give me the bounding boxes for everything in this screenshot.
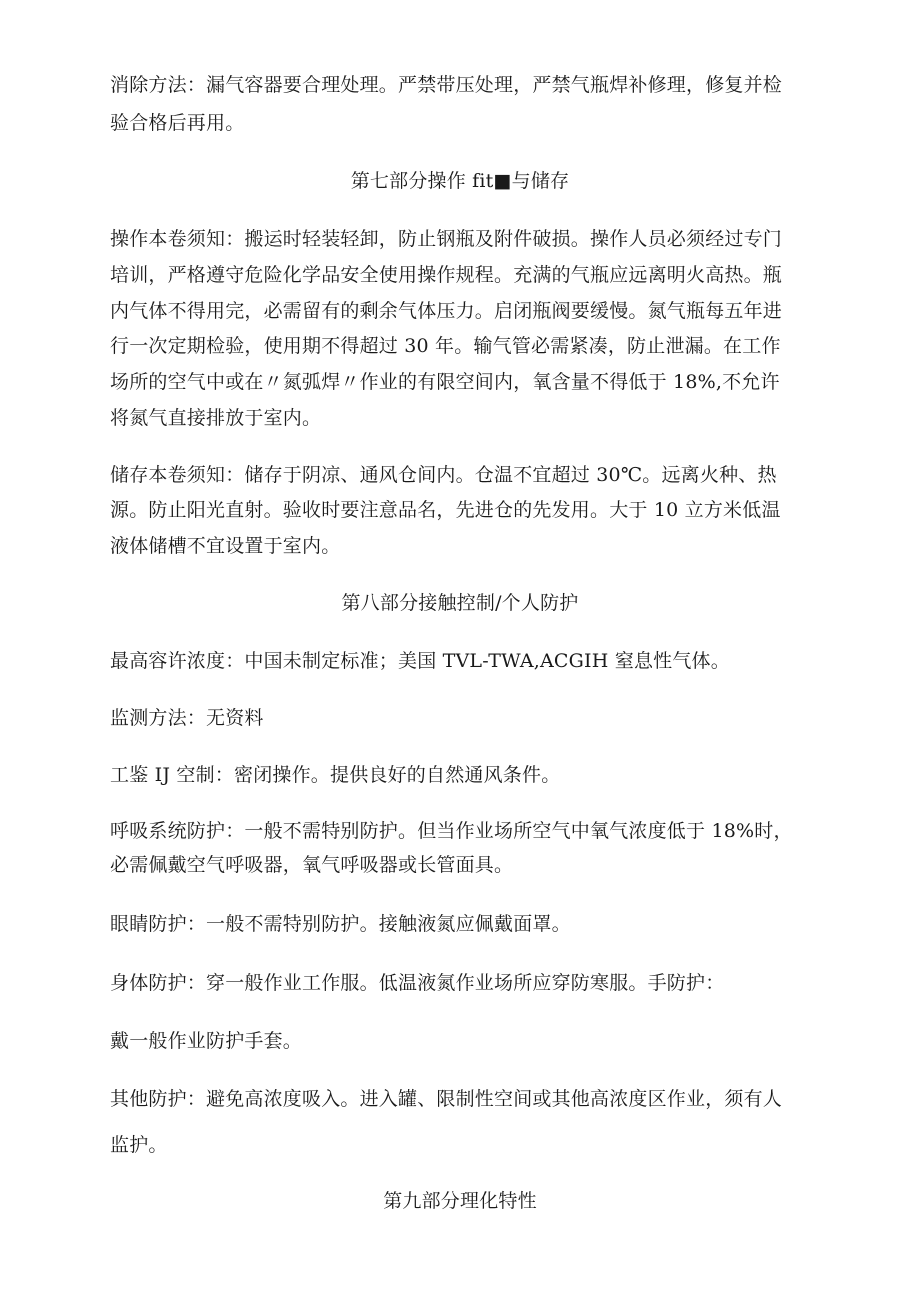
paragraph-operation-line-6: 将氮气直接排放于室内。 bbox=[110, 407, 322, 429]
paragraph-hand-protection: 戴一般作业防护手套。 bbox=[110, 1030, 303, 1052]
paragraph-eye-protection: 眼睛防护：一般不需特别防护。接触液氮应佩戴面罩。 bbox=[110, 913, 571, 935]
paragraph-storage-line-1: 储存本卷须知：储存于阴凉、通风仓间内。仓温不宜超过 30℃。远离火种、热 bbox=[110, 464, 777, 486]
paragraph-elimination-method-line-2: 验合格后再用。 bbox=[110, 112, 245, 134]
section-heading-part-8: 第八部分接触控制/个人防护 bbox=[341, 592, 579, 614]
paragraph-monitoring-method: 监测方法：无资料 bbox=[110, 707, 264, 729]
paragraph-respiratory-line-2: 必需佩戴空气呼吸器，氧气呼吸器或长管面具。 bbox=[110, 854, 514, 876]
section-heading-part-7: 第七部分操作 fit■与储存 bbox=[350, 170, 570, 192]
paragraph-operation-line-5: 场所的空气中或在〃氮弧焊〃作业的有限空间内，氧含量不得低于 18%,不允许 bbox=[110, 371, 780, 393]
paragraph-respiratory-line-1: 呼吸系统防护：一般不需特别防护。但当作业场所空气中氧气浓度低于 18%时， bbox=[110, 820, 793, 842]
paragraph-other-protection-line-1: 其他防护：避免高浓度吸入。进入罐、限制性空间或其他高浓度区作业，须有人 bbox=[110, 1088, 783, 1110]
paragraph-operation-line-2: 培训，严格遵守危险化学品安全使用操作规程。充满的气瓶应远离明火高热。瓶 bbox=[110, 264, 783, 286]
paragraph-other-protection-line-2: 监护。 bbox=[110, 1134, 168, 1156]
paragraph-operation-line-1: 操作本卷须知：搬运时轻装轻卸，防止钢瓶及附件破损。操作人员必须经过专门 bbox=[110, 228, 783, 250]
paragraph-storage-line-2: 源。防止阳光直射。验收时要注意品名，先进仓的先发用。大于 10 立方米低温 bbox=[110, 499, 781, 521]
section-heading-part-9: 第九部分理化特性 bbox=[383, 1190, 537, 1212]
paragraph-storage-line-3: 液体储槽不宜设置于室内。 bbox=[110, 535, 341, 557]
paragraph-elimination-method-line-1: 消除方法：漏气容器要合理处理。严禁带压处理，严禁气瓶焊补修理，修复并检 bbox=[110, 74, 783, 96]
paragraph-operation-line-4: 行一次定期检验，使用期不得超过 30 年。输气管必需紧凑，防止泄漏。在工作 bbox=[110, 335, 781, 357]
paragraph-engineering-control: 工鉴 IJ 空制：密闭操作。提供良好的自然通风条件。 bbox=[110, 764, 561, 786]
paragraph-max-concentration: 最高容许浓度：中国未制定标准；美国 TVL-TWA,ACGIH 窒息性气体。 bbox=[110, 650, 730, 672]
paragraph-operation-line-3: 内气体不得用完，必需留有的剩余气体压力。启闭瓶阀要缓慢。氮气瓶每五年进 bbox=[110, 300, 783, 322]
paragraph-body-protection: 身体防护：穿一般作业工作服。低温液氮作业场所应穿防寒服。手防护： bbox=[110, 972, 725, 994]
